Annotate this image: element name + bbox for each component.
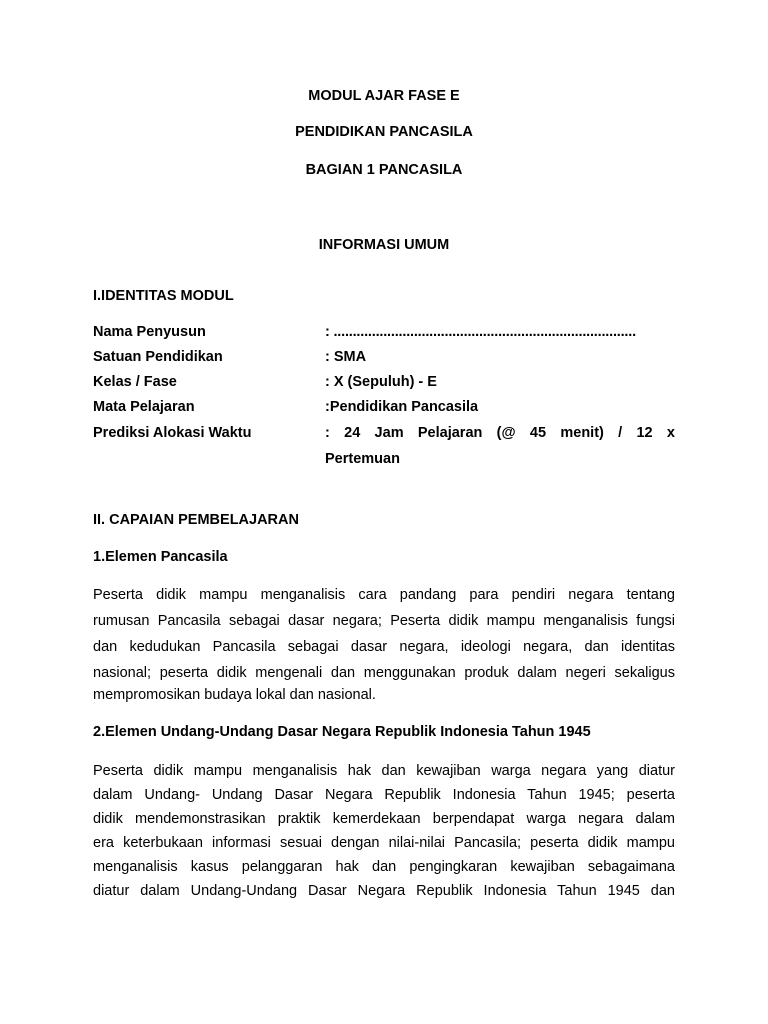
paragraph-line: didik mendemonstrasikan praktik kemerdekaan berpendapat warga negara dalam (93, 811, 675, 827)
identity-value: : ............................................................................... (325, 324, 636, 340)
section-title: BAGIAN 1 PANCASILA (305, 162, 463, 178)
paragraph-line: era keterbukaan informasi sesuai dengan nilai-nilai Pancasila; peserta didik mampu (93, 835, 675, 851)
identity-label: Satuan Pendidikan (93, 349, 223, 365)
identity-value: :Pendidikan Pancasila (325, 399, 479, 415)
paragraph-line: menganalisis kasus pelanggaran hak dan pengingkaran kewajiban sebagaimana (93, 859, 675, 875)
capaian-heading: II. CAPAIAN PEMBELAJARAN (93, 512, 299, 528)
module-title: MODUL AJAR FASE E (308, 88, 460, 104)
subject-title: PENDIDIKAN PANCASILA (295, 124, 473, 140)
paragraph-line: dalam Undang- Undang Dasar Negara Republik Indonesia Tahun 1945; peserta (93, 787, 675, 803)
identity-value: : 24 Jam Pelajaran (@ 45 menit) / 12 x (325, 425, 675, 441)
paragraph-line: Peserta didik mampu menganalisis cara pandang para pendiri negara tentang (93, 587, 675, 603)
paragraph-line: Peserta didik mampu menganalisis hak dan kewajiban warga negara yang diatur (93, 763, 675, 779)
paragraph-line: diatur dalam Undang-Undang Dasar Negara Republik Indonesia Tahun 1945 dan (93, 883, 675, 899)
identity-value-continuation: Pertemuan (325, 451, 400, 467)
identity-label: Prediksi Alokasi Waktu (93, 425, 252, 441)
identity-label: Nama Penyusun (93, 324, 206, 340)
identity-value: : X (Sepuluh) - E (325, 374, 437, 390)
elemen-1-title: 1.Elemen Pancasila (93, 549, 228, 565)
paragraph-line: nasional; peserta didik mengenali dan menggunakan produk dalam negeri sekaligus (93, 665, 675, 681)
paragraph-line: mempromosikan budaya lokal dan nasional. (93, 687, 376, 703)
paragraph-line: dan kedudukan Pancasila sebagai dasar negara, ideologi negara, dan identitas (93, 639, 675, 655)
info-heading: INFORMASI UMUM (318, 237, 450, 253)
paragraph-line: rumusan Pancasila sebagai dasar negara; Peserta didik mampu menganalisis fungsi (93, 613, 675, 629)
identity-label: Mata Pelajaran (93, 399, 195, 415)
elemen-2-title: 2.Elemen Undang-Undang Dasar Negara Republik Indonesia Tahun 1945 (93, 724, 591, 740)
identitas-heading: I.IDENTITAS MODUL (93, 288, 234, 304)
identity-label: Kelas / Fase (93, 374, 177, 390)
identity-value: : SMA (325, 349, 367, 365)
